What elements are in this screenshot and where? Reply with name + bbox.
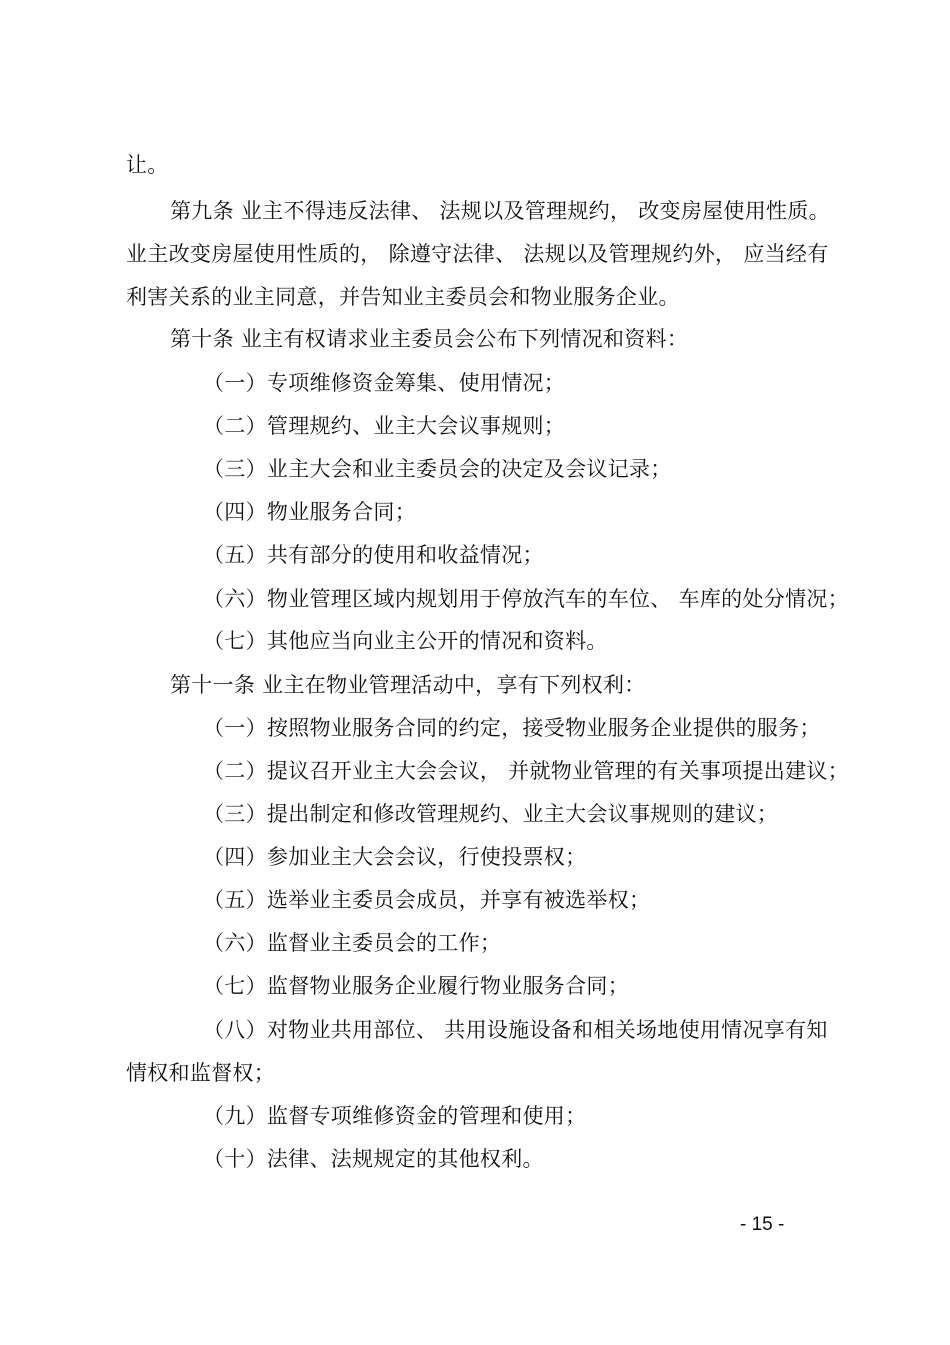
text-line: （八）对物业共用部位、 共用设施设备和相关场地使用情况享有知 [203, 1018, 828, 1042]
text-line: 第十条 业主有权请求业主委员会公布下列情况和资料： [170, 327, 689, 351]
text-line: （七）其他应当向业主公开的情况和资料。 [203, 629, 608, 653]
text-line: （一）专项维修资金筹集、使用情况； [203, 371, 566, 395]
text-line: 业主改变房屋使用性质的， 除遵守法律、 法规以及管理规约外， 应当经有 [126, 242, 829, 266]
text-line: 第十一条 业主在物业管理活动中，享有下列权利： [170, 673, 646, 697]
text-line: （三）提出制定和修改管理规约、业主大会议事规则的建议； [203, 802, 779, 826]
text-line: （四）参加业主大会会议，行使投票权； [203, 845, 587, 869]
text-line: （二）管理规约、业主大会议事规则； [203, 414, 566, 438]
text-line: （九）监督专项维修资金的管理和使用； [203, 1104, 587, 1128]
text-line: 利害关系的业主同意，并告知业主委员会和物业服务企业。 [126, 285, 680, 309]
text-line: （三）业主大会和业主委员会的决定及会议记录； [203, 457, 672, 481]
text-line: 情权和监督权； [126, 1061, 276, 1085]
text-line: （六）监督业主委员会的工作； [203, 931, 502, 955]
text-line: （七）监督物业服务企业履行物业服务合同； [203, 974, 629, 998]
text-line: 让。 [126, 153, 169, 177]
text-line: （一）按照物业服务合同的约定，接受物业服务企业提供的服务； [203, 716, 821, 740]
text-line: （六）物业管理区域内规划用于停放汽车的车位、 车库的处分情况； [203, 587, 849, 611]
text-line: （五）选举业主委员会成员，并享有被选举权； [203, 888, 651, 912]
text-line: 第九条 业主不得违反法律、 法规以及管理规约， 改变房屋使用性质。 [170, 199, 830, 223]
text-line: （五）共有部分的使用和收益情况； [203, 543, 544, 567]
page-number: - 15 - [740, 1214, 785, 1235]
text-line: （十）法律、法规规定的其他权利。 [203, 1147, 544, 1171]
text-line: （二）提议召开业主大会会议， 并就物业管理的有关事项提出建议； [203, 759, 849, 783]
text-line: （四）物业服务合同； [203, 500, 416, 524]
